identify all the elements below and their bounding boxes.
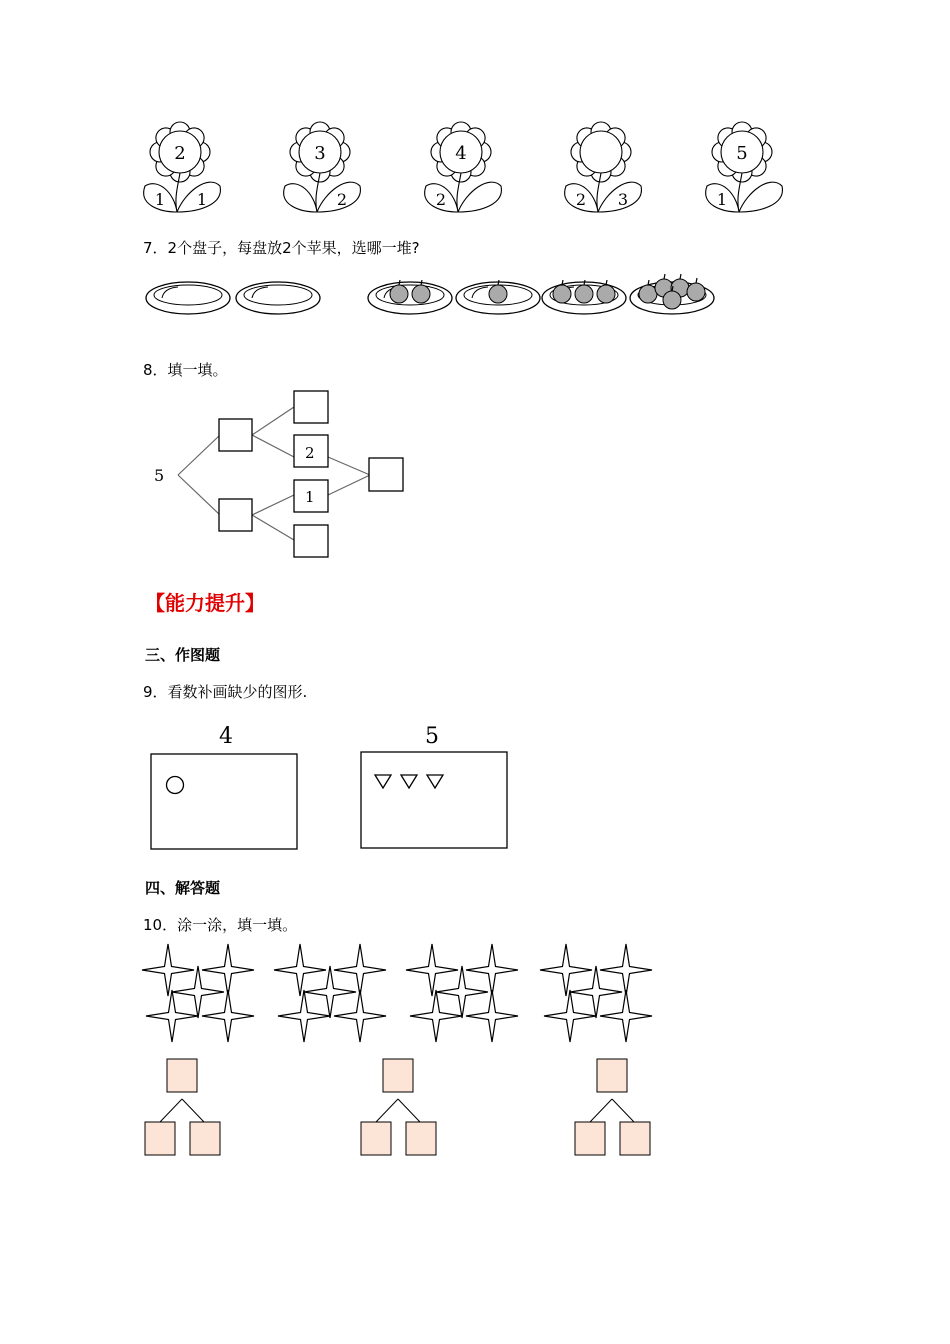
split-left-box xyxy=(575,1122,605,1155)
flowers-row xyxy=(130,120,810,220)
split-top-box xyxy=(597,1059,627,1092)
apple-plate xyxy=(630,274,714,314)
apple-stem xyxy=(664,274,665,279)
split-top-box xyxy=(383,1059,413,1092)
four-point-star xyxy=(466,990,518,1042)
four-point-star xyxy=(142,944,194,996)
four-point-star xyxy=(600,990,652,1042)
apple xyxy=(663,291,681,309)
empty-plate xyxy=(236,282,320,314)
four-point-star xyxy=(540,944,592,996)
number-split-diagram xyxy=(145,1059,220,1155)
question-7: 7．2个盘子，每盘放2个苹果，选哪一堆? xyxy=(143,239,420,257)
flower-center-number: 4 xyxy=(455,143,467,164)
split-diagrams xyxy=(140,1055,670,1165)
left-leaf-number: 2 xyxy=(435,190,447,209)
apple xyxy=(575,285,593,303)
panel-number-5: 5 xyxy=(425,724,439,749)
four-point-star xyxy=(172,966,224,1018)
ability-boost-heading: 【能力提升】 xyxy=(145,591,265,615)
split-lines xyxy=(160,1099,204,1122)
four-point-star xyxy=(570,966,622,1018)
panel-number-4: 4 xyxy=(219,724,233,749)
four-point-star xyxy=(406,944,458,996)
four-point-star xyxy=(600,944,652,996)
apple xyxy=(553,285,571,303)
apple-plate xyxy=(456,280,540,314)
apple xyxy=(412,285,430,303)
split-left-box xyxy=(361,1122,391,1155)
tree-root-number: 5 xyxy=(154,466,165,485)
four-point-star xyxy=(202,990,254,1042)
split-left-box xyxy=(145,1122,175,1155)
panel-box-triangles xyxy=(361,752,507,848)
four-point-star xyxy=(334,944,386,996)
tree-box-right-4 xyxy=(294,525,328,557)
number-flower xyxy=(706,122,783,212)
four-point-star xyxy=(274,944,326,996)
four-point-star xyxy=(436,966,488,1018)
flower-center-number: 2 xyxy=(174,143,186,164)
tree-line xyxy=(328,457,370,495)
drawing-panels xyxy=(145,715,515,855)
left-leaf-number: 2 xyxy=(575,190,587,209)
tree-box-value: 2 xyxy=(305,444,315,462)
four-point-star xyxy=(202,944,254,996)
right-leaf-number: 3 xyxy=(617,190,629,209)
section-3-heading: 三、作图题 xyxy=(145,646,221,664)
section-4-heading: 四、解答题 xyxy=(145,879,221,897)
right-leaf-number: 2 xyxy=(336,190,348,209)
left-leaf-number: 1 xyxy=(716,190,728,209)
apple xyxy=(687,283,705,301)
tree-box-value: 1 xyxy=(305,488,315,506)
question-10: 10．涂一涂，填一填。 xyxy=(143,916,298,934)
apple-stem xyxy=(696,278,697,283)
number-flower xyxy=(565,122,642,212)
tree-box-right-1 xyxy=(294,391,328,423)
tree-box-mid-bottom xyxy=(219,499,252,531)
four-point-star xyxy=(304,966,356,1018)
apple xyxy=(639,285,657,303)
split-lines xyxy=(590,1099,634,1122)
flower-center-number: 5 xyxy=(736,143,748,164)
split-right-box xyxy=(190,1122,220,1155)
tree-line xyxy=(252,407,294,457)
left-leaf-number: 1 xyxy=(154,190,166,209)
four-point-star xyxy=(410,990,462,1042)
split-top-box xyxy=(167,1059,197,1092)
number-flower xyxy=(284,122,361,212)
split-right-box xyxy=(620,1122,650,1155)
tree-box-result xyxy=(369,458,403,491)
tree-box-mid-top xyxy=(219,419,252,451)
split-tree-diagram xyxy=(140,385,420,565)
empty-plate xyxy=(146,282,230,314)
four-point-star xyxy=(146,990,198,1042)
split-lines xyxy=(376,1099,420,1122)
four-point-star xyxy=(334,990,386,1042)
right-leaf-number: 1 xyxy=(196,190,208,209)
number-flower xyxy=(425,122,502,212)
question-9: 9．看数补画缺少的图形. xyxy=(143,683,308,701)
flower-center-number: 3 xyxy=(314,143,326,164)
flower-center xyxy=(580,131,622,173)
star-groups xyxy=(140,940,670,1050)
right-leaf xyxy=(739,182,782,212)
number-split-diagram xyxy=(575,1059,650,1155)
right-leaf xyxy=(458,182,501,212)
four-point-star xyxy=(278,990,330,1042)
number-split-diagram xyxy=(361,1059,436,1155)
apple-plate xyxy=(368,280,452,314)
apple xyxy=(597,285,615,303)
plates-row xyxy=(140,268,730,328)
panel-box-circles xyxy=(151,754,297,849)
tree-line xyxy=(178,435,220,515)
apple xyxy=(489,285,507,303)
apple-plate xyxy=(542,280,626,314)
question-8: 8．填一填。 xyxy=(143,361,228,379)
tree-line xyxy=(252,495,294,540)
apple xyxy=(390,285,408,303)
split-right-box xyxy=(406,1122,436,1155)
left-leaf xyxy=(284,184,317,212)
apple-stem xyxy=(680,274,681,279)
four-point-star xyxy=(544,990,596,1042)
number-flower xyxy=(144,122,221,212)
four-point-star xyxy=(466,944,518,996)
